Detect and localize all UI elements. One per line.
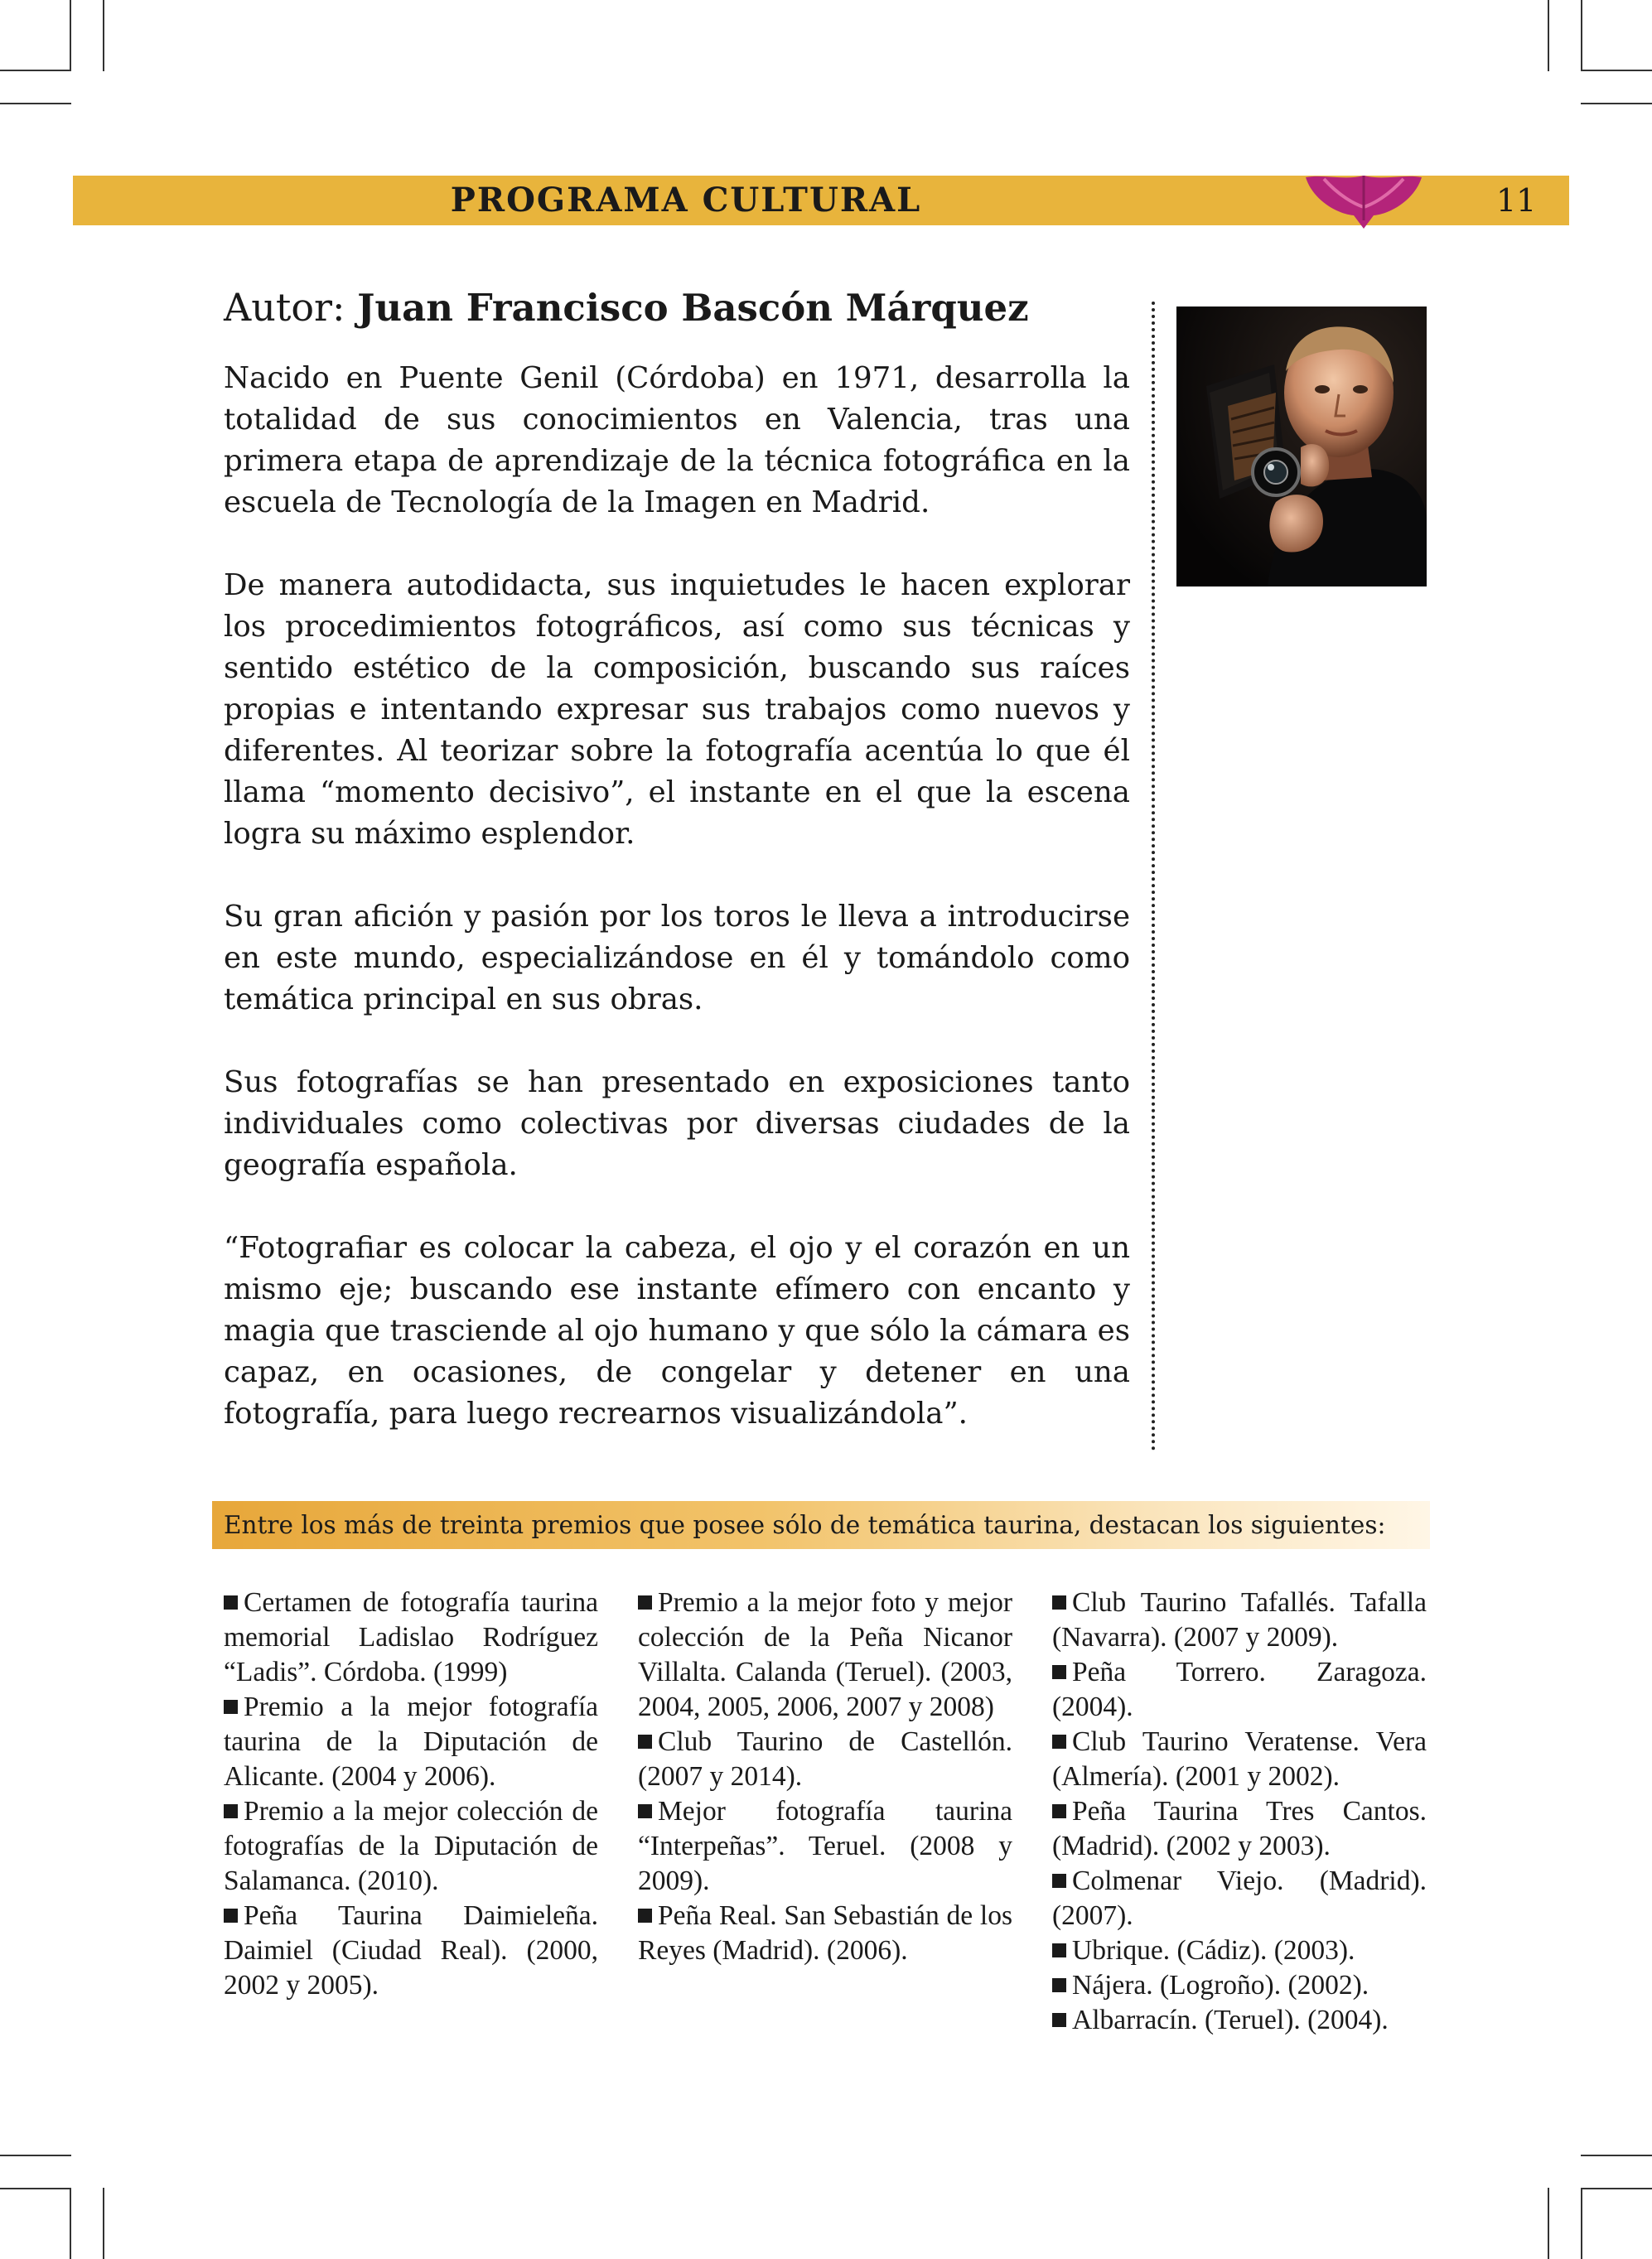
award-text: Premio a la mejor colección de fotografías de la Diputación de Salamanca. (2010). <box>224 1796 598 1896</box>
page-number: 11 <box>1496 182 1537 219</box>
crop-mark <box>103 2188 104 2259</box>
square-bullet-icon <box>224 1804 238 1818</box>
square-bullet-icon <box>1052 1665 1066 1679</box>
square-bullet-icon <box>224 1909 238 1923</box>
award-item <box>224 1899 598 2003</box>
award-item <box>1052 1968 1427 2003</box>
awards-heading: Entre los más de treinta premios que posee sólo de temática taurina, destacan los siguientes: <box>224 1511 1386 1539</box>
square-bullet-icon <box>1052 1735 1066 1749</box>
award-item <box>224 1794 598 1899</box>
crop-mark <box>1581 70 1652 71</box>
square-bullet-icon <box>224 1595 238 1610</box>
award-item <box>638 1725 1012 1794</box>
award-text: Certamen de fotografía taurina memorial Ladislao Rodríguez “Ladis”. Córdoba. (1999) <box>224 1587 598 1687</box>
award-item <box>1052 1586 1427 1655</box>
award-text: Mejor fotografía taurina “Interpeñas”. Teruel. (2008 y 2009). <box>638 1796 1012 1896</box>
author-portrait <box>1176 307 1427 586</box>
award-text: Ubrique. (Cádiz). (2003). <box>1072 1935 1355 1966</box>
award-item <box>1052 1933 1427 1968</box>
square-bullet-icon <box>1052 1943 1066 1957</box>
square-bullet-icon <box>1052 1978 1066 1992</box>
crop-mark <box>1581 2155 1652 2156</box>
crop-mark <box>1581 103 1652 104</box>
award-text: Colmenar Viejo. (Madrid). (2007). <box>1052 1866 1427 1931</box>
square-bullet-icon <box>1052 1595 1066 1610</box>
award-text: Albarracín. (Teruel). (2004). <box>1072 2005 1389 2035</box>
header-band <box>73 176 1569 225</box>
award-text: Club Taurino de Castellón. (2007 y 2014). <box>638 1726 1012 1792</box>
crop-mark <box>1581 0 1582 71</box>
dotted-divider <box>1152 302 1155 1451</box>
award-item <box>638 1586 1012 1725</box>
award-item <box>1052 2003 1427 2038</box>
award-text: Peña Real. San Sebastián de los Reyes (Madrid). (2006). <box>638 1900 1012 1966</box>
award-item <box>1052 1794 1427 1864</box>
flower-ornament-icon <box>1299 171 1428 229</box>
crop-mark <box>0 103 71 104</box>
square-bullet-icon <box>224 1700 238 1714</box>
crop-mark <box>1548 2188 1549 2259</box>
bio-paragraph: Sus fotografías se han presentado en exposiciones tanto individuales como colectivas por diversas ciudades de la geografía española. <box>224 1065 1130 1182</box>
award-item <box>224 1586 598 1690</box>
square-bullet-icon <box>638 1804 652 1818</box>
author-label: Autor: <box>224 285 345 330</box>
award-text: Premio a la mejor fotografía taurina de la Diputación de Alicante. (2004 y 2006). <box>224 1692 598 1792</box>
bio-quote: “Fotografiar es colocar la cabeza, el ojo y el corazón en un mismo eje; buscando ese instante efímero con encanto y magia que trasciende al ojo humano y que sólo la cámara es capaz, en ocasiones, de congelar y detener en una fotografía, para luego recrearnos visualizándola”. <box>224 1231 1130 1431</box>
bio-paragraph: Su gran afición y pasión por los toros le lleva a introducirse en este mundo, especializándose en él y tomándolo como temática principal en sus obras. <box>224 900 1130 1016</box>
crop-mark <box>70 2188 71 2259</box>
award-item <box>224 1690 598 1794</box>
awards-column-3 <box>1052 1586 1427 2038</box>
award-item <box>638 1794 1012 1899</box>
award-text: Peña Torrero. Zaragoza. (2004). <box>1052 1657 1427 1722</box>
award-text: Nájera. (Logroño). (2002). <box>1072 1970 1369 2001</box>
author-name: Juan Francisco Bascón Márquez <box>357 286 1029 330</box>
award-text: Club Taurino Veratense. Vera (Almería). (2001 y 2002). <box>1052 1726 1427 1792</box>
crop-mark <box>0 2155 71 2156</box>
square-bullet-icon <box>1052 2013 1066 2027</box>
crop-mark <box>1581 2188 1582 2259</box>
crop-mark <box>1548 0 1549 71</box>
section-title: PROGRAMA CULTURAL <box>450 181 922 220</box>
award-text: Club Taurino Tafallés. Tafalla (Navarra). (2007 y 2009). <box>1052 1587 1427 1653</box>
award-text: Peña Taurina Daimieleña. Daimiel (Ciudad Real). (2000, 2002 y 2005). <box>224 1900 598 2001</box>
award-item <box>1052 1725 1427 1794</box>
crop-mark <box>70 0 71 71</box>
square-bullet-icon <box>638 1595 652 1610</box>
bio-paragraph: Nacido en Puente Genil (Córdoba) en 1971, desarrolla la totalidad de sus conocimientos en Valencia, tras una primera etapa de aprendizaje de la técnica fotográfica en la escuela de Tecnología de la Imagen en Madrid. <box>224 361 1130 519</box>
portrait-image <box>1176 307 1427 586</box>
bio-paragraph: De manera autodidacta, sus inquietudes le hacen explorar los procedimientos fotográficos, así como sus técnicas y sentido estético de la composición, buscando sus raíces propias e intentando expresar sus trabajos como nuevos y diferentes. Al teorizar sobre la fotografía acentúa lo que él llama “momento decisivo”, el instante en el que la escena logra su máximo esplendor. <box>224 568 1130 851</box>
author-line <box>224 285 1135 330</box>
award-item <box>638 1899 1012 1968</box>
award-item <box>1052 1864 1427 1933</box>
square-bullet-icon <box>1052 1804 1066 1818</box>
awards-heading-band <box>212 1501 1430 1549</box>
award-text: Premio a la mejor foto y mejor colección de la Peña Nicanor Villalta. Calanda (Teruel). (2003, 2004, 2005, 2006, 2007 y 2008) <box>638 1587 1012 1722</box>
square-bullet-icon <box>1052 1874 1066 1888</box>
crop-mark <box>0 70 71 71</box>
biography <box>224 358 1130 1476</box>
crop-mark <box>0 2188 71 2189</box>
square-bullet-icon <box>638 1909 652 1923</box>
award-item <box>1052 1655 1427 1725</box>
awards-column-1 <box>224 1586 598 2003</box>
award-text: Peña Taurina Tres Cantos. (Madrid). (2002 y 2003). <box>1052 1796 1427 1861</box>
crop-mark <box>103 0 104 71</box>
crop-mark <box>1581 2188 1652 2189</box>
awards-column-2 <box>638 1586 1012 1968</box>
square-bullet-icon <box>638 1735 652 1749</box>
